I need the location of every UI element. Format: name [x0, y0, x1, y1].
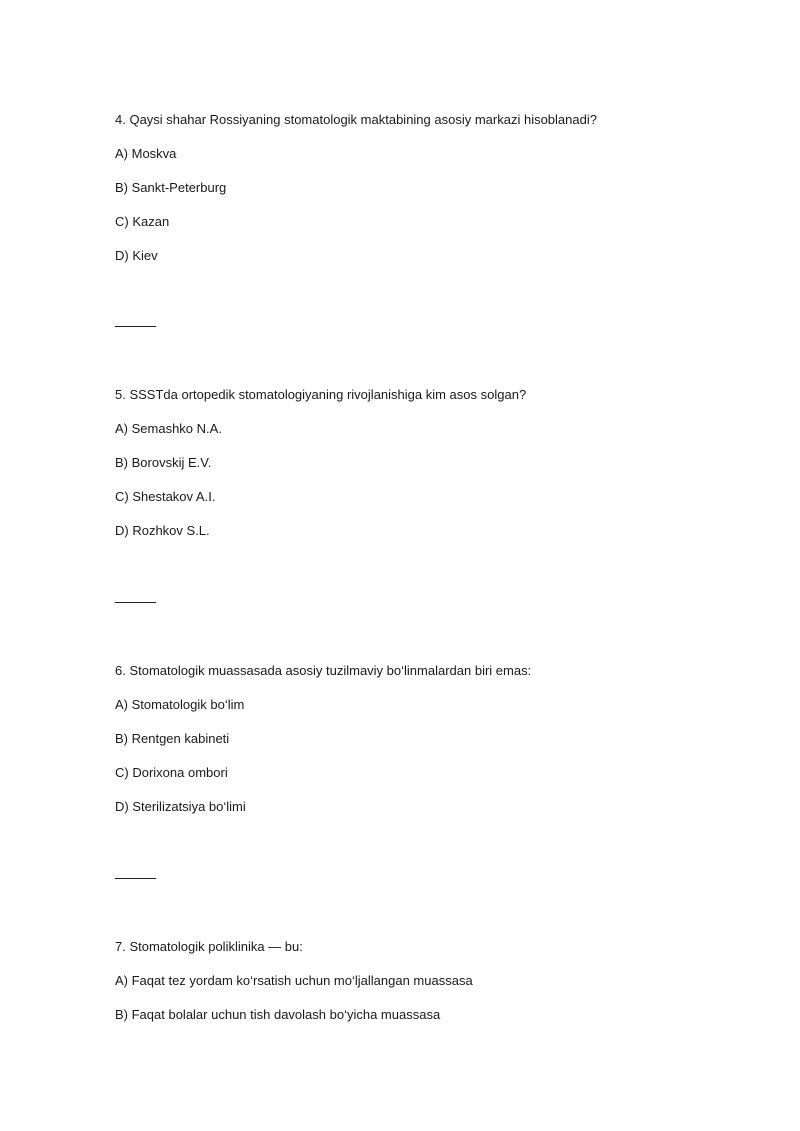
- question-4-option-d: D) Kiev: [115, 248, 158, 263]
- question-6-option-b: B) Rentgen kabineti: [115, 731, 230, 746]
- question-5-text: 5. SSSTda ortopedik stomatologiyaning rivojlanishiga kim asos solgan?: [115, 387, 527, 402]
- question-4-option-c: C) Kazan: [115, 214, 170, 229]
- question-4-text: 4. Qaysi shahar Rossiyaning stomatologik maktabining asosiy markazi hisoblanadi?: [115, 112, 597, 127]
- question-7-option-b: B) Faqat bolalar uchun tish davolash bo‘yicha muassasa: [115, 1007, 441, 1022]
- question-6-option-c: C) Dorixona ombori: [115, 765, 228, 780]
- question-5-option-a: A) Semashko N.A.: [115, 421, 222, 436]
- separator-line: [115, 326, 156, 327]
- question-6-option-a: A) Stomatologik bo‘lim: [115, 697, 245, 712]
- separator-line: [115, 602, 156, 603]
- separator-line: [115, 878, 156, 879]
- question-7-option-a: A) Faqat tez yordam ko‘rsatish uchun mo‘ljallangan muassasa: [115, 973, 473, 988]
- question-4-option-a: A) Moskva: [115, 146, 177, 161]
- question-4-option-b: B) Sankt-Peterburg: [115, 180, 227, 195]
- question-6-option-d: D) Sterilizatsiya bo‘limi: [115, 799, 246, 814]
- question-5-option-b: B) Borovskij E.V.: [115, 455, 212, 470]
- question-6-text: 6. Stomatologik muassasada asosiy tuzilmaviy bo‘linmalardan biri emas:: [115, 663, 532, 678]
- question-5-option-d: D) Rozhkov S.L.: [115, 523, 210, 538]
- question-7-text: 7. Stomatologik poliklinika — bu:: [115, 939, 303, 954]
- question-5-option-c: C) Shestakov A.I.: [115, 489, 216, 504]
